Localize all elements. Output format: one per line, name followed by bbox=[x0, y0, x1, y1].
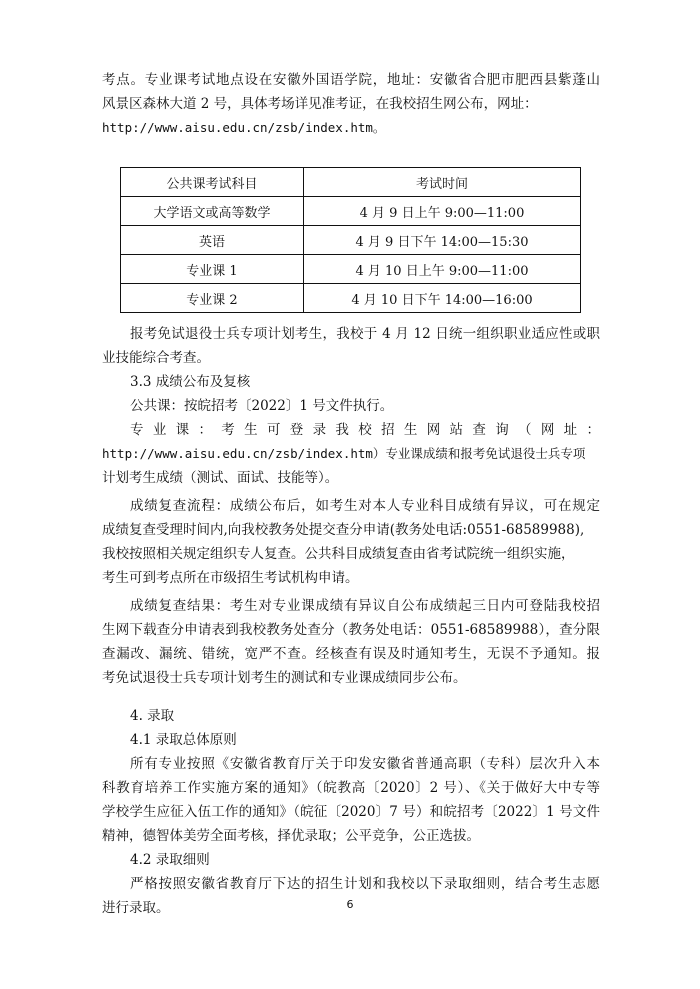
table-row bbox=[121, 255, 581, 284]
text-line: 计划考生成绩（测试、面试、技能等）。 bbox=[102, 470, 339, 486]
section-heading-3-3: 3.3 成绩公布及复核 bbox=[130, 374, 251, 390]
text-line: 公共课：按皖招考〔2022〕1 号文件执行。 bbox=[130, 398, 394, 414]
subject-cell: 英语 bbox=[121, 226, 304, 255]
section-heading-4-2: 4.2 录取细则 bbox=[130, 852, 210, 868]
text-line: 我校按照相关规定组织专人复查。公共科目成绩复查由省考试院统一组织实施， bbox=[102, 546, 575, 562]
time-cell: 4 月 9 日下午 14:00—15:30 bbox=[304, 226, 581, 255]
text-line: 风景区森林大道 2 号，具体考场详见准考证，在我校招生网公布，网址： bbox=[102, 96, 538, 112]
time-cell: 4 月 10 日上午 9:00—11:00 bbox=[304, 255, 581, 284]
text-line: 成绩复查受理时间内,向我校教务处提交查分申请(教务处电话:0551-68589988), bbox=[102, 522, 585, 538]
text-line: 考点。专业课考试地点设在安徽外国语学院，地址：安徽省合肥市肥西县紫蓬山 bbox=[102, 72, 600, 88]
body-text bbox=[102, 322, 600, 920]
table-row bbox=[121, 197, 581, 226]
text-line: 报考免试退役士兵专项计划考生，我校于 4 月 12 日统一组织职业适应性或职 bbox=[130, 326, 600, 342]
text-line: 成绩复查结果：考生对专业课成绩有异议自公布成绩起三日内可登陆我校招 bbox=[130, 598, 600, 614]
text-line: 所有专业按照《安徽省教育厅关于印发安徽省普通高职（专科）层次升入本 bbox=[130, 756, 600, 772]
column-header-subject: 公共课考试科目 bbox=[121, 168, 304, 197]
text-line: 科教育培养工作实施方案的通知》（皖教高〔2020〕2 号）、《关于做好大中专等 bbox=[102, 780, 600, 796]
text-line: 学校学生应征入伍工作的通知》（皖征〔2020〕7 号）和皖招考〔2022〕1 号文件 bbox=[102, 804, 600, 820]
time-cell: 4 月 10 日下午 14:00—16:00 bbox=[304, 284, 581, 313]
website-url: http://www.aisu.edu.cn/zsb/index.htm。 bbox=[102, 120, 386, 135]
exam-schedule-table bbox=[120, 167, 581, 313]
text-line: 专 业 课 ： 考 生 可 登 录 我 校 招 生 网 站 查 询 （ 网 址 ： bbox=[130, 422, 600, 438]
section-heading-4-1: 4.1 录取总体原则 bbox=[130, 732, 237, 748]
table-row bbox=[121, 284, 581, 313]
table-header-row bbox=[121, 168, 581, 197]
text-line: 查漏改、漏统、错统，宽严不查。经核查有误及时通知考生，无误不予通知。报 bbox=[102, 646, 600, 662]
subject-cell: 专业课 2 bbox=[121, 284, 304, 313]
text-line: 生网下载查分申请表到我校教务处查分（教务处电话：0551-68589988），查分限 bbox=[102, 622, 600, 638]
text-line: 考免试退役士兵专项计划考生的测试和专业课成绩同步公布。 bbox=[102, 670, 467, 686]
time-cell: 4 月 9 日上午 9:00—11:00 bbox=[304, 197, 581, 226]
text-line: 严格按照安徽省教育厅下达的招生计划和我校以下录取细则，结合考生志愿 bbox=[130, 876, 600, 892]
page-number: 6 bbox=[346, 898, 354, 911]
text-line: 成绩复查流程：成绩公布后，如考生对本人专业科目成绩有异议，可在规定 bbox=[130, 498, 600, 514]
text-line: 精神，德智体美劳全面考核，择优录取；公平竞争，公正选拔。 bbox=[102, 828, 480, 844]
subject-cell: 专业课 1 bbox=[121, 255, 304, 284]
text-line: http://www.aisu.edu.cn/zsb/index.htm）专业课成绩和报考免试退役士兵专项 bbox=[102, 446, 586, 461]
table-row bbox=[121, 226, 581, 255]
subject-cell: 大学语文或高等数学 bbox=[121, 197, 304, 226]
text-line: 进行录取。 bbox=[102, 900, 170, 916]
text-line: 业技能综合考查。 bbox=[102, 350, 210, 366]
section-heading-4: 4. 录取 bbox=[130, 708, 175, 724]
exam-location-paragraph bbox=[102, 68, 600, 140]
column-header-time: 考试时间 bbox=[304, 168, 581, 197]
text-line: 考生可到考点所在市级招生考试机构申请。 bbox=[102, 570, 359, 586]
